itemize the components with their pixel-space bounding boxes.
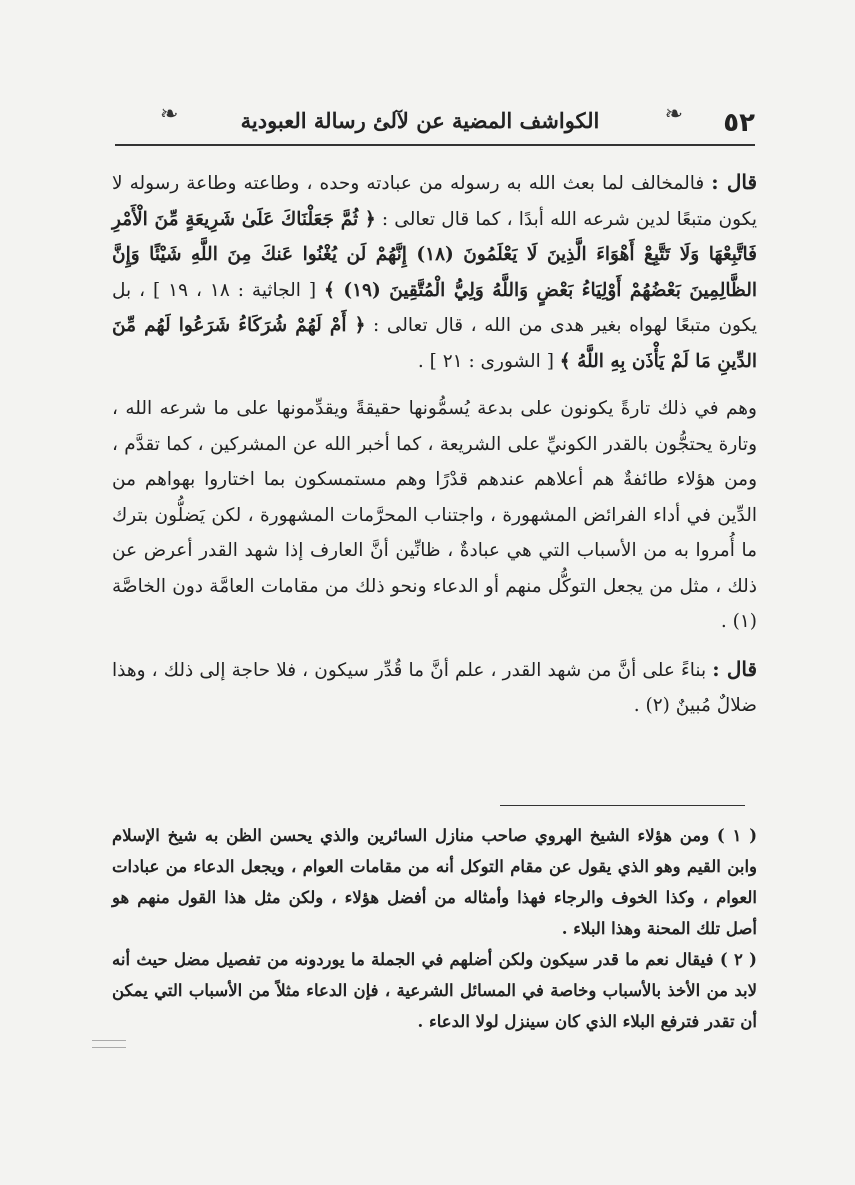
main-text [112, 165, 757, 736]
footnotes [112, 820, 757, 1037]
footnote-2: ( ٢ ) فيقال نعم ما قدر سيكون ولكن أضلهم في الجملة ما يوردونه من تفصيل مضل حيث أنه لابد من الأخذ بالأسباب وخاصة في المسائل الشرعية ، فإن الدعاء مثلاً من الأسباب التي يمكن أن تقدر فترفع البلاء الذي كان سينزل لولا الدعاء . [112, 950, 757, 1031]
paragraph-lead: قال : [711, 170, 757, 194]
paragraph-text: وهم في ذلك تارةً يكونون على بدعة يُسمُّونها حقيقةً ويقدِّمونها على ما شرعه الله ، وتارة يحتجُّون بالقدر الكونيِّ على الشريعة ، كما أخبر الله عن المشركين ، كما تقدَّم ، ومن هؤلاء طائفةٌ هم أعلاهم عندهم قدْرًا وهم مستمسكون بما اختاروا بهواهم من الدِّين في أداء الفرائض المشهورة ، واجتناب المحرَّمات المشهورة ، لكن يَضلُّون بترك ما أُمروا به من الأسباب التي هي عبادةٌ ، ظانِّين أنَّ العارف إذا شهد القدر أعرض عن ذلك ، مثل من يجعل التوكُّل منهم أو الدعاء ونحو ذلك من مقامات العامَّة دون الخاصَّة (١) . [112, 398, 757, 632]
ornament-icon: ❧ [664, 102, 683, 127]
ornament-icon: ❧ [160, 102, 179, 127]
paragraph-2 [112, 391, 757, 640]
verse-reference: [ الجاثية : ١٨ ، ١٩ ] ، بل يكون متبعًا لهواه بغير هدى من الله ، قال تعالى : [112, 279, 757, 336]
paragraph-lead: قال : [712, 656, 758, 681]
paragraph-1 [112, 165, 757, 379]
footnote-separator [500, 805, 745, 806]
footnote-1: ( ١ ) ومن هؤلاء الشيخ الهروي صاحب منازل السائرين والذي يحسن الظن به شيخ الإسلام وابن القيم وهو الذي يقول عن مقام التوكل أنه من مقامات العوام ، ويجعل الدعاء من عبادات العوام ، وكذا الخوف والرجاء فهذا وأمثاله من أفضل هؤلاء ، ولكن مثل هذا القول منهم هو أصل تلك المحنة وهذا البلاء . [112, 826, 757, 938]
page-header [115, 92, 755, 152]
paragraph-3 [112, 652, 757, 724]
running-title: الكواشف المضية عن لآلئ رسالة العبودية [240, 108, 600, 133]
paragraph-text: فالمخالف لما بعث الله به رسوله من عبادته وحده ، وطاعته وطاعة رسوله لا يكون متبعًا لدين شرعه الله أبدًا ، كما قال تعالى : [112, 173, 757, 230]
header-rule [115, 144, 755, 146]
quran-verse: ﴿ أَمْ لَهُمْ شُرَكَاءُ شَرَعُوا لَهُم مِّنَ الدِّينِ مَا لَمْ يَأْذَن بِهِ اللَّهُ ﴾ [112, 315, 757, 372]
verse-reference: [ الشورى : ٢١ ] . [417, 350, 554, 372]
margin-mark [92, 1040, 126, 1048]
paragraph-text: بناءً على أنَّ من شهد القدر ، علم أنَّ ما قُدِّر سيكون ، فلا حاجة إلى ذلك ، وهذا ضلالٌ مُبينٌ (٢) . [112, 659, 757, 716]
quran-verse: ﴿ ثُمَّ جَعَلْنَاكَ عَلَىٰ شَرِيعَةٍ مِّنَ الْأَمْرِ فَاتَّبِعْهَا وَلَا تَتَّبِعْ أَهْوَاءَ الَّذِينَ لَا يَعْلَمُونَ (١٨) إِنَّهُمْ لَن يُغْنُوا عَنكَ مِنَ اللَّهِ شَيْئًا وَإِنَّ الظَّالِمِينَ بَعْضُهُمْ أَوْلِيَاءُ بَعْضٍ وَاللَّهُ وَلِيُّ الْمُتَّقِينَ (١٩) ﴾ [112, 208, 758, 301]
page-number: ٥٢ [723, 108, 755, 138]
